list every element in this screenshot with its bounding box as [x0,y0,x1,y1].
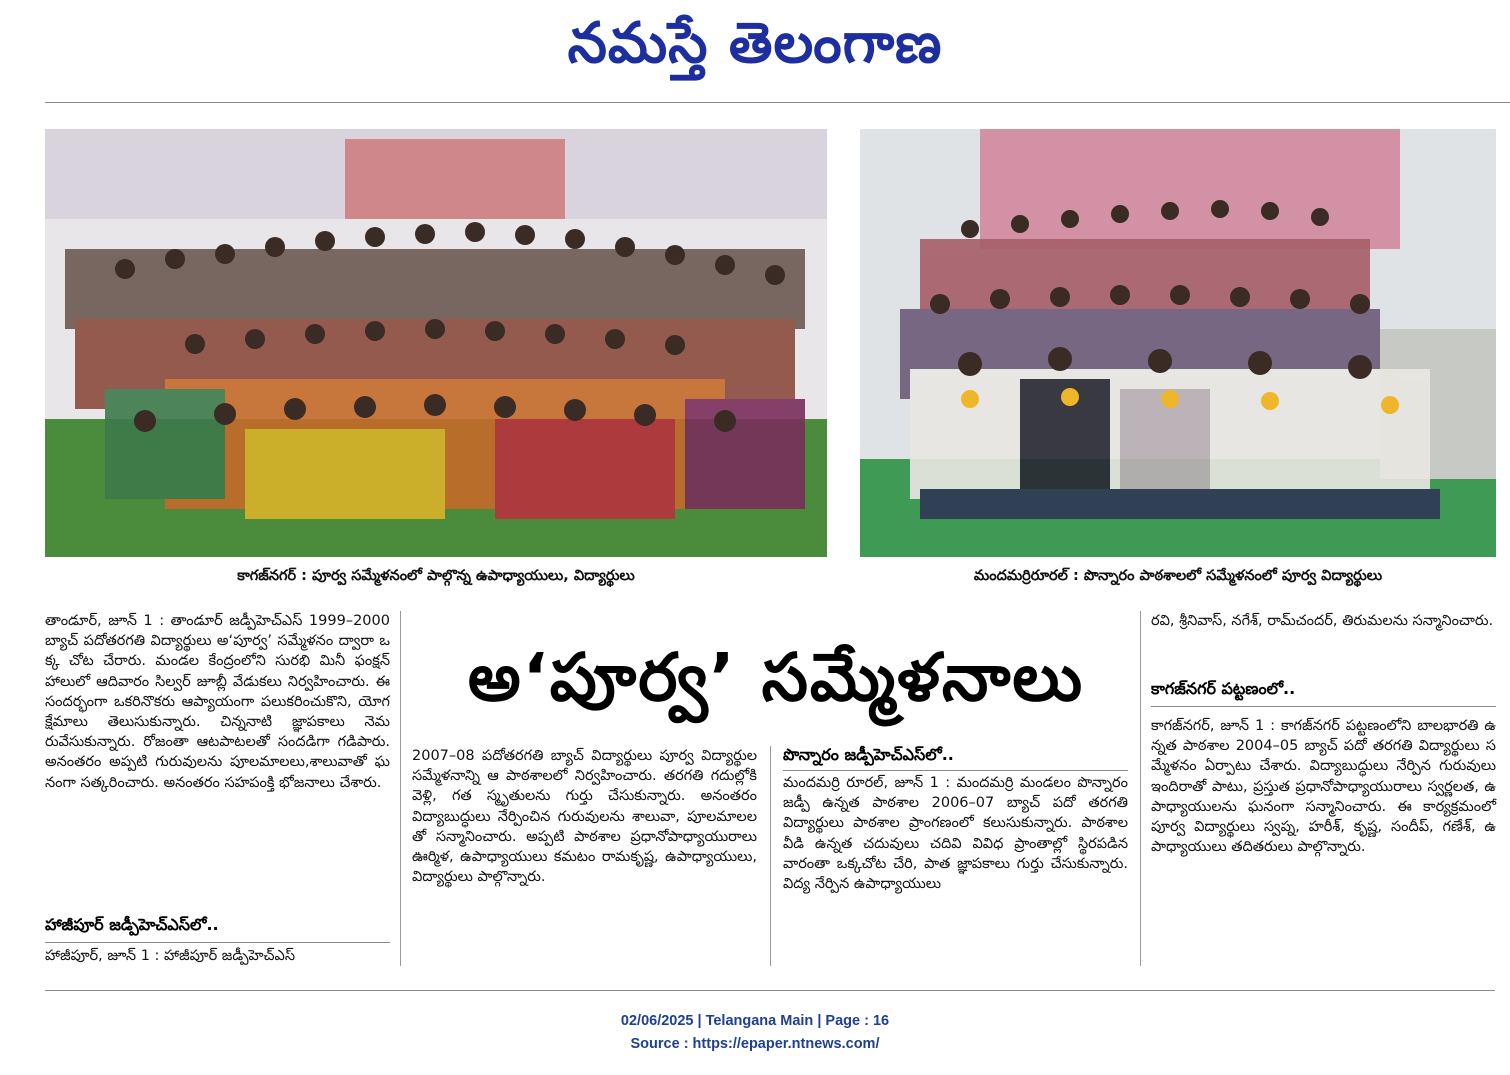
column-2-body: 2007–08 పదోతరగతి బ్యాచ్ విద్యార్థులు పూర్వ విద్యార్థుల సమ్మేళనాన్ని ఆ పాఠశాలలో నిర్వహించారు. తరగతి గదుల్లోకి వెళ్లి, గత స్మృతులను గుర్తు చేసుకున్నారు. అనంతరం విద్యాబుద్ధులు నేర్పించిన గురువులను శాలువా, పూలమాలలతో సన్మానించారు. అప్పటి పాఠశాల ప్రధానోపాధ్యాయురాలు ఊర్మిళ, ఉపాధ్యాయులు కమటం రామకృష్ణ, ఉపాధ్యాయులు, విద్యార్థులు పాల్గొన్నారు. [412,748,757,886]
column-4-subhead-rule [1151,706,1496,707]
column-4-head-text: రవి, శ్రీనివాస్, నగేశ్, రామ్‌చందర్, తిరుమలను సన్మానించారు. [1151,613,1494,629]
article-column-1 [45,611,390,793]
column-4-subhead: కాగజ్‌నగర్ పట్టణంలో.. [1151,679,1296,698]
masthead-title: నమస్తే తెలంగాణ [567,11,943,76]
article-headline: అ‘పూర్వ’ సమ్మేళనాలు [467,639,1085,716]
footer-source-link[interactable]: Source : https://epaper.ntnews.com/ [630,1036,880,1052]
article-column-4 [1151,716,1496,857]
photo-caption-left: కాగజ్‌నగర్ : పూర్వ సమ్మేళనంలో పాల్గొన్న ఉపాధ్యాయులు, విద్యార్థులు [237,568,635,584]
column-separator [770,746,771,966]
photo-caption-right: మందమర్రిరూరల్ : పొన్నారం పాఠశాలలో సమ్మేళనంలో పూర్వ విద్యార్థులు [973,568,1383,584]
article-column-3 [783,773,1128,894]
footer-date-edition: 02/06/2025 | Telangana Main | Page : 16 [620,1013,890,1029]
article-column-2 [412,746,757,887]
photo-kagaznagar-group [45,129,827,557]
column-separator [400,611,401,966]
column-separator [1140,611,1141,966]
column-3-body: మందమర్రి రూరల్, జూన్ 1 : మందమర్రి మండలం పొన్నారం జడ్పీ ఉన్నత పాఠశాల 2006–07 బ్యాచ్ పదో తరగతి విద్యార్థులు పాఠశాల ప్రాంగణంలో కలుసుకున్నారు. పాఠశాల వీడి ఉన్నత చదువులు చదివి వివిధ ప్రాంతాల్లో స్థిరపడిన వారంతా ఒక్కచోట చేరి, పాత జ్ఞాపకాలు గుర్తు చేసుకున్నారు. విద్య నేర్పిన ఉపాధ్యాయులు [783,775,1128,893]
photo-mandamarri-group [860,129,1496,557]
column-3-subhead-rule [783,770,1128,771]
group-photo-icon [860,129,1496,557]
article-column-4-head [1151,611,1496,631]
column-3-subhead: పొన్నారం జడ్పీహెచ్ఎస్‌లో.. [783,745,954,764]
group-photo-icon [45,129,827,557]
column-1-body: తాండూర్, జూన్ 1 : తాండూర్ జడ్పీహెచ్ఎస్ 1999–2000 బ్యాచ్ పదోతరగతి విద్యార్థులు అ‘పూర్వ’ సమ్మేళనం ద్వారా ఒక్క చోట చేరారు. మండల కేంద్రంలోని సురభి మినీ ఫంక్షన్ హాలులో ఆదివారం సిల్వర్ జూబ్లీ వేడుకలు నిర్వహించారు. ఈ సందర్భంగా ఒకరినొకరు ఆప్యాయంగా పలుకరించుకొని, యోగక్షేమాలు తెలుసుకున్నారు. చిన్ననాటి జ్ఞాపకాలు నెమరువేసుకున్నారు. రోజంతా ఆటపాటలతో సందడిగా గడిపారు. అనంతరం అప్పటి గురువులను పూలమాలలు,శాలువాతో ఘనంగా సత్కరించారు. అనంతరం సహపంక్తి భోజనాలు చేశారు. [45,613,390,791]
column-1-tail-text: హాజీపూర్, జూన్ 1 : హాజీపూర్ జడ్పీహెచ్ఎస్ [45,948,295,964]
column-1-subhead-rule [45,942,390,943]
column-4-body: కాగజ్‌నగర్, జూన్ 1 : కాగజ్‌నగర్ పట్టణంలోని బాలభారతి ఉన్నత పాఠశాల 2004–05 బ్యాచ్ పదో తరగతి విద్యార్థులు సమ్మేళనం ఏర్పాటు చేశారు. విద్యాబుద్ధులు నేర్పిన గురువులు ఇందిరాతో పాటు, ప్రస్తుత ప్రధానోపాధ్యాయురాలు స్వర్ణలత, ఉపాధ్యాయులను ఘనంగా సన్మానించారు. ఈ కార్యక్రమంలో పూర్వ విద్యార్థులు స్వప్న, హరీశ్, కృష్ణ, సందీప్, గణేశ్, ఉపాధ్యాయులు తదితరులు పాల్గొన్నారు. [1151,718,1496,856]
masthead-divider [45,102,1510,103]
column-1-subhead: హాజీపూర్ జడ్పీహెచ్ఎస్‌లో.. [45,915,219,934]
column-1-tail [45,946,390,966]
bottom-divider [45,990,1495,991]
